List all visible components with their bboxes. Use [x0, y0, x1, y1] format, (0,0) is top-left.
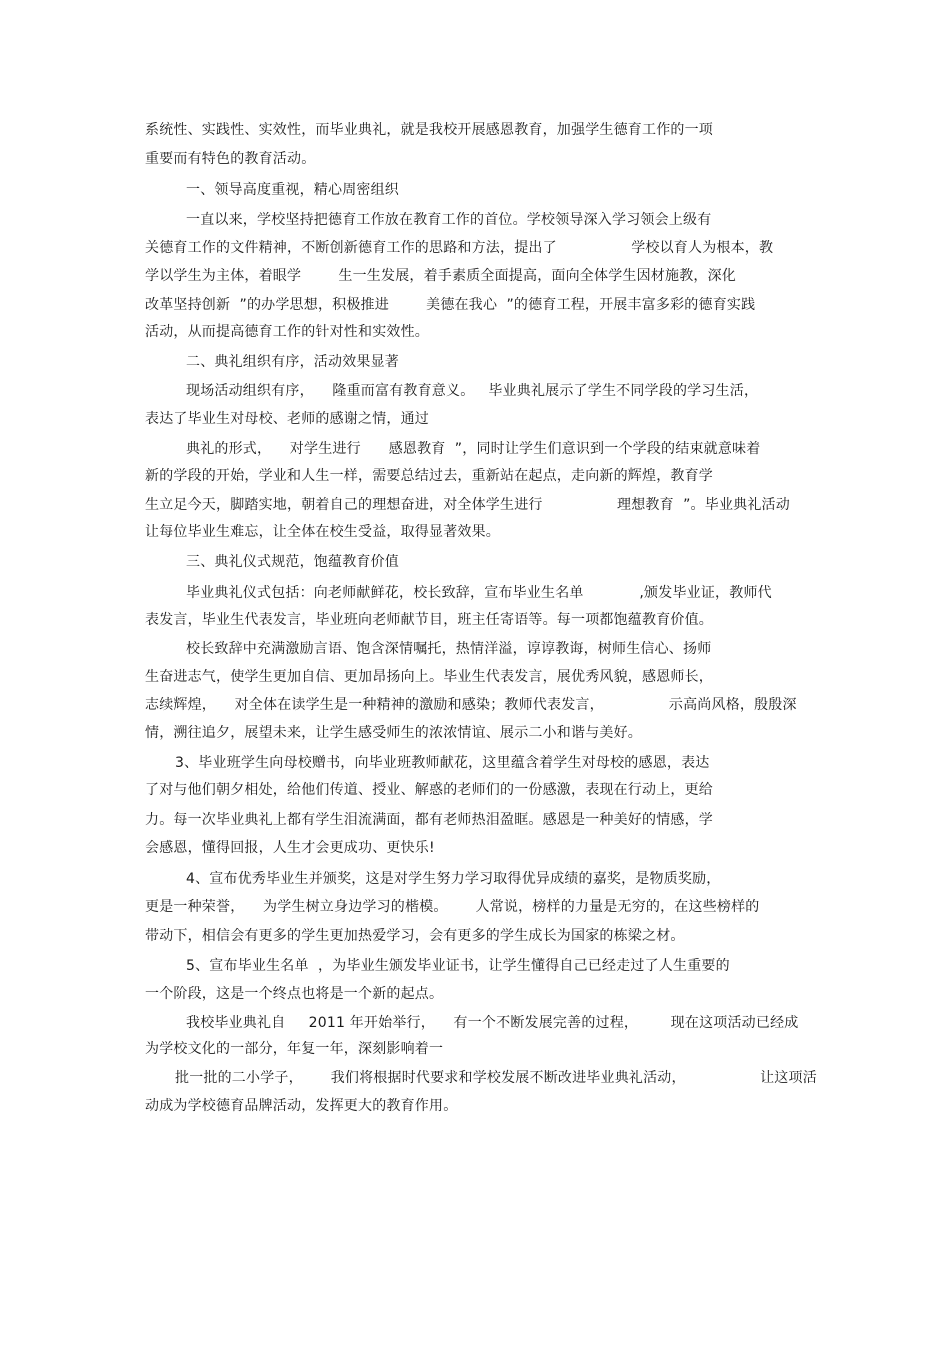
paragraph-line: 生奋进志气，使学生更加自信、更加昂扬向上。毕业生代表发言，展优秀风貌，感恩师长， [145, 669, 713, 685]
paragraph-line: 让每位毕业生难忘，让全体在校生受益，取得显著效果。 [145, 524, 500, 540]
paragraph-line: 情，溯往追夕，展望未来，让学生感受师生的浓浓情谊、展示二小和谐与美好。 [145, 725, 642, 741]
section-heading-1: 一、领导高度重视，精心周密组织 [186, 182, 399, 198]
paragraph-line: 动成为学校德育品牌活动，发挥更大的教育作用。 [145, 1098, 458, 1114]
paragraph-line: 表发言，毕业生代表发言，毕业班向老师献节目，班主任寄语等。每一项都饱蕴教育价值。 [145, 612, 713, 628]
paragraph-line: 更是一种荣誉， 为学生树立身边学习的楷模。 人常说，榜样的力量是无穷的，在这些榜样的 [145, 899, 760, 915]
paragraph-line: 活动，从而提高德育工作的针对性和实效性。 [145, 324, 429, 340]
paragraph-line: 新的学段的开始，学业和人生一样，需要总结过去，重新站在起点，走向新的辉煌，教育学 [145, 468, 713, 484]
paragraph-line: 会感恩，懂得回报，人生才会更成功、更快乐! [145, 840, 435, 856]
paragraph-line: 为学校文化的一部分，年复一年，深刻影响着一 [145, 1041, 444, 1057]
paragraph-line: 了对与他们朝夕相处，给他们传道、授业、解惑的老师们的一份感激，表现在行动上，更给 [145, 782, 713, 798]
section-heading-3: 三、典礼仪式规范，饱蕴教育价值 [186, 554, 399, 570]
section-heading-2: 二、典礼组织有序，活动效果显著 [186, 354, 399, 370]
paragraph-line: 表达了毕业生对母校、老师的感谢之情，通过 [145, 411, 429, 427]
paragraph-line: 志续辉煌， 对全体在读学生是一种精神的激励和感染；教师代表发言， 示高尚风格，殷殷深 [145, 697, 797, 713]
paragraph-line: 带动下，相信会有更多的学生更加热爱学习，会有更多的学生成长为国家的栋梁之材。 [145, 928, 685, 944]
paragraph-line: 一直以来，学校坚持把德育工作放在教育工作的首位。学校领导深入学习领会上级有 [186, 212, 712, 228]
paragraph-line: 学以学生为主体，着眼学 生一生发展，着手素质全面提高，面向全体学生因材施教，深化 [145, 268, 736, 284]
paragraph-line: 5、宣布毕业生名单 ，为毕业生颁发毕业证书，让学生懂得自己已经走过了人生重要的 [186, 958, 730, 974]
paragraph-line: 批一批的二小学子， 我们将根据时代要求和学校发展不断改进毕业典礼活动， 让这项活 [175, 1070, 817, 1086]
paragraph-line: 一个阶段，这是一个终点也将是一个新的起点。 [145, 986, 444, 1002]
paragraph-line: 毕业典礼仪式包括：向老师献鲜花，校长致辞，宣布毕业生名单 ,颁发毕业证，教师代 [186, 585, 772, 601]
paragraph-line: 3、毕业班学生向母校赠书，向毕业班教师献花，这里蕴含着学生对母校的感恩，表达 [175, 755, 710, 771]
paragraph-line: 生立足今天，脚踏实地，朝着自己的理想奋进，对全体学生进行 理想教育 ”。毕业典礼活动 [145, 497, 790, 513]
paragraph-line: 4、宣布优秀毕业生并颁奖，这是对学生努力学习取得优异成绩的嘉奖，是物质奖励， [186, 871, 721, 887]
paragraph-line: 典礼的形式， 对学生进行 感恩教育 ”，同时让学生们意识到一个学段的结束就意味着 [186, 441, 761, 457]
paragraph-line: 系统性、实践性、实效性，而毕业典礼，就是我校开展感恩教育，加强学生德育工作的一项 [145, 122, 713, 138]
paragraph-line: 现场活动组织有序， 隆重而富有教育意义。 毕业典礼展示了学生不同学段的学习生活， [186, 383, 759, 399]
paragraph-line: 关德育工作的文件精神，不断创新德育工作的思路和方法，提出了 学校以育人为根本，教 [145, 240, 774, 256]
paragraph-line: 校长致辞中充满激励言语、饱含深情嘱托，热情洋溢，谆谆教诲，树师生信心、扬师 [186, 641, 712, 657]
paragraph-line: 重要而有特色的教育活动。 [145, 151, 316, 167]
paragraph-line: 改革坚持创新 ”的办学思想，积极推进 美德在我心 ”的德育工程，开展丰富多彩的德育实践 [145, 297, 756, 313]
paragraph-line: 力。每一次毕业典礼上都有学生泪流满面，都有老师热泪盈眶。感恩是一种美好的情感，学 [145, 812, 713, 828]
paragraph-line: 我校毕业典礼自 2011 年开始举行， 有一个不断发展完善的过程， 现在这项活动已经成 [186, 1015, 799, 1031]
